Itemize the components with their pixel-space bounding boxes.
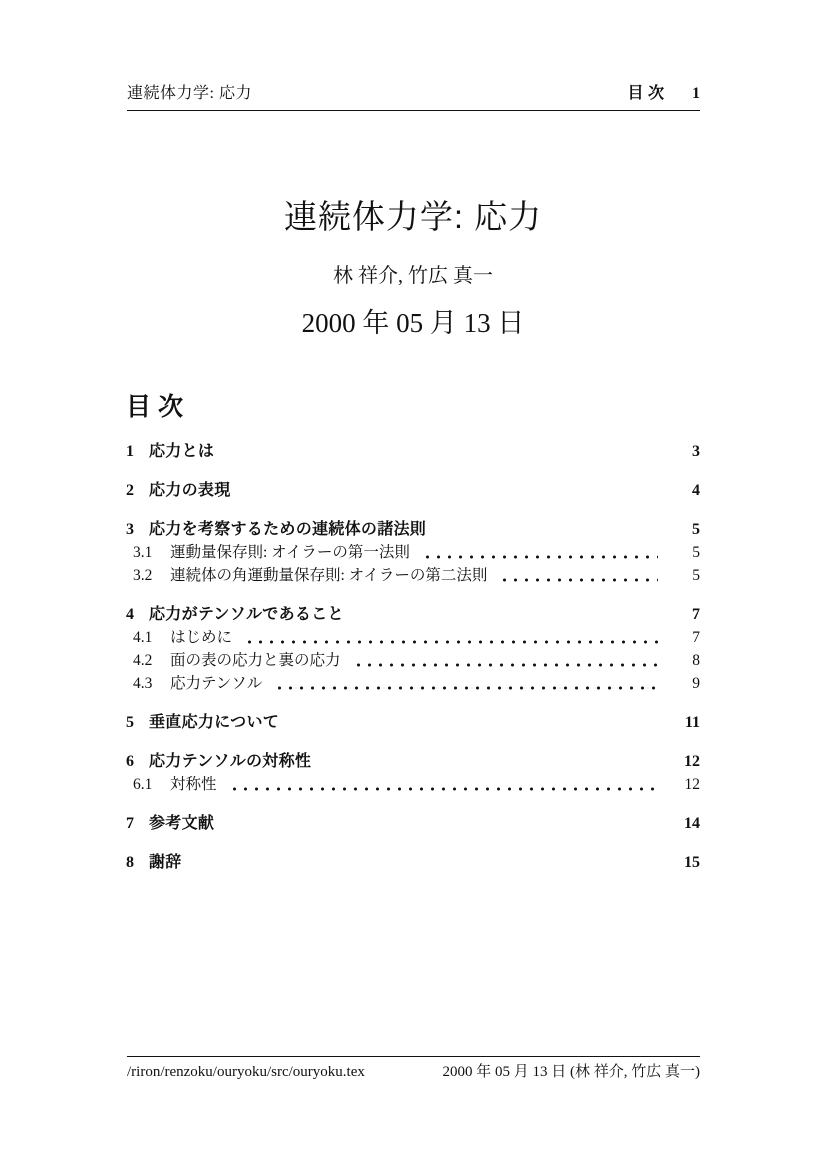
toc-entry-title: 応力を考察するための連続体の諸法則: [149, 521, 427, 538]
document-authors: 林 祥介, 竹広 真一: [333, 265, 493, 287]
toc-entry-number: 1: [126, 443, 134, 460]
toc-entry-page: 11: [684, 714, 700, 731]
footer-file-path: /riron/renzoku/ouryoku/src/ouryoku.tex: [127, 1064, 365, 1080]
toc-entry-4.1: [126, 629, 700, 647]
page-footer: [127, 1056, 700, 1082]
toc-entry-title: はじめに: [170, 629, 233, 646]
toc-entry-page: 5: [692, 544, 700, 561]
toc-entry-page: 12: [684, 753, 700, 770]
toc-entry-number: 4.1: [133, 629, 153, 646]
toc-entry-6: [126, 753, 700, 771]
toc-entry-title: 面の表の応力と裏の応力: [170, 652, 341, 669]
toc-entry-page: 5: [692, 521, 700, 538]
toc-entry-4.3: [126, 675, 700, 693]
dot-leader: [354, 606, 658, 624]
header-right-group: [628, 84, 700, 104]
toc-entry-number: 4.3: [133, 675, 153, 692]
toc-entry-title: 応力テンソル: [170, 675, 263, 692]
toc-entry-title: 応力がテンソルであること: [149, 606, 344, 623]
toc-entry-title: 参考文献: [149, 815, 215, 832]
toc-entry-4.2: [126, 652, 700, 670]
toc-heading: 目 次: [126, 393, 183, 421]
toc-entry-page: 7: [692, 629, 700, 646]
toc-entry-3.2: [126, 567, 700, 585]
dot-leader: [497, 567, 658, 585]
toc-entry-page: 9: [692, 675, 700, 692]
toc-entry-8: [126, 854, 700, 872]
toc-entry-title: 応力の表現: [149, 482, 231, 499]
toc-entry-page: 12: [684, 776, 700, 793]
toc-entry-page: 3: [692, 443, 700, 460]
toc-entry-number: 6.1: [133, 776, 153, 793]
toc-entry-5: [126, 714, 700, 732]
toc-entry-number: 4: [126, 606, 134, 623]
toc-entry-3: [126, 521, 700, 539]
dot-leader: [420, 544, 658, 562]
toc-entry-title: 対称性: [170, 776, 217, 793]
toc-entry-number: 2: [126, 482, 134, 499]
dot-leader: [242, 629, 658, 647]
header-page-number: 1: [692, 85, 700, 102]
header-document-title: 連続体力学: 応力: [127, 85, 252, 102]
toc-entry-7: [126, 815, 700, 833]
header-section-mark: 目 次: [627, 85, 664, 102]
toc-entry-2: [126, 482, 700, 500]
toc-entry-title: 応力テンソルの対称性: [149, 753, 312, 770]
dot-leader: [241, 482, 658, 500]
toc-entry-title: 垂直応力について: [149, 714, 280, 731]
dot-leader: [351, 652, 658, 670]
toc-entry-title: 謝辞: [149, 854, 182, 871]
document-date: 2000 年 05 月 13 日: [301, 308, 525, 338]
toc-entry-6.1: [126, 776, 700, 794]
title-block: [0, 196, 826, 340]
toc-entry-list: [126, 443, 700, 872]
toc-entry-page: 5: [692, 567, 700, 584]
toc-entry-1: [126, 443, 700, 461]
toc-entry-title: 連続体の角運動量保存則: オイラーの第二法則: [170, 567, 488, 584]
toc-entry-page: 8: [692, 652, 700, 669]
document-title: 連続体力学: 応力: [283, 198, 543, 235]
toc-entry-number: 8: [126, 854, 134, 871]
toc-entry-number: 3.2: [133, 567, 153, 584]
dot-leader: [224, 443, 658, 461]
dot-leader: [289, 714, 658, 732]
table-of-contents: [126, 392, 700, 872]
toc-entry-number: 5: [126, 714, 134, 731]
toc-entry-number: 6: [126, 753, 134, 770]
dot-leader: [436, 521, 658, 539]
toc-entry-number: 3: [126, 521, 134, 538]
dot-leader: [227, 776, 658, 794]
toc-entry-number: 7: [126, 815, 134, 832]
footer-date-authors: 2000 年 05 月 13 日 (林 祥介, 竹広 真一): [442, 1064, 700, 1080]
toc-entry-number: 3.1: [133, 544, 153, 561]
toc-entry-page: 4: [692, 482, 700, 499]
toc-entry-title: 応力とは: [149, 443, 215, 460]
toc-entry-3.1: [126, 544, 700, 562]
toc-entry-title: 運動量保存則: オイラーの第一法則: [170, 544, 410, 561]
page-header: [127, 84, 700, 111]
dot-leader: [321, 753, 658, 771]
dot-leader: [192, 854, 658, 872]
dot-leader: [224, 815, 658, 833]
dot-leader: [272, 675, 658, 693]
toc-entry-page: 7: [692, 606, 700, 623]
toc-entry-page: 15: [684, 854, 700, 871]
toc-entry-page: 14: [684, 815, 700, 832]
toc-entry-number: 4.2: [133, 652, 153, 669]
toc-entry-4: [126, 606, 700, 624]
